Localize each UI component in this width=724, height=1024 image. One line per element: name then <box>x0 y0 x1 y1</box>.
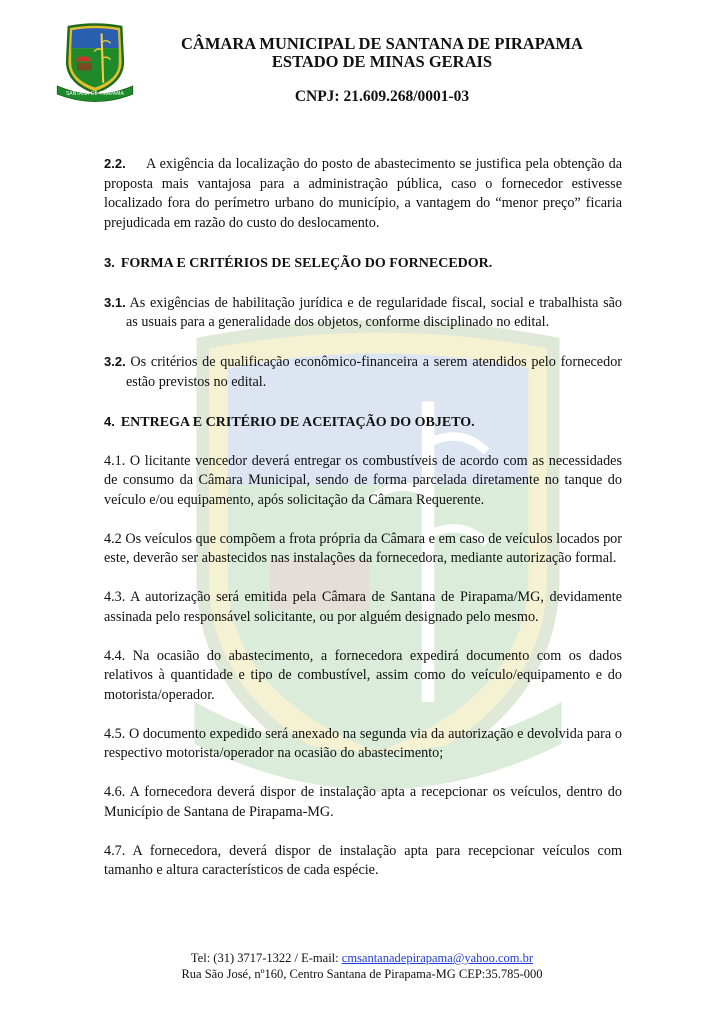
section-number: 3. <box>104 254 115 270</box>
section-number: 4. <box>104 413 115 429</box>
paragraph-4-5: 4.5. O documento expedido será anexado na segunda via da autorização e devolvida para o respectivo motorista/operador na ocasião do abastecimento; <box>104 725 622 761</box>
page-footer <box>0 950 724 982</box>
institution-name: CÂMARA MUNICIPAL DE SANTANA DE PIRAPAMA <box>181 34 583 53</box>
paragraph-4-4: 4.4. Na ocasião do abastecimento, a fornecedora expedirá documento com os dados relativos à quantidade e tipo de combustível, assim como do veículo/equipamento e do motorista/operador. <box>104 647 622 703</box>
footer-phone: Tel: (31) 3717-1322 / E-mail: <box>190 951 342 965</box>
item-number: 3.2. <box>104 354 126 369</box>
paragraph-4-7: 4.7. A fornecedora, deverá dispor de instalação apta para recepcionar veículos com tamanho e altura característicos de cada espécie. <box>104 842 622 878</box>
paragraph-4-2: 4.2 Os veículos que compõem a frota própria da Câmara e em caso de veículos locados por este, deverão ser abastecidos nas instalações da fornecedora, mediante autorização formal. <box>104 530 622 566</box>
paragraph-text: A exigência da localização do posto de abastecimento se justifica pela obtenção da proposta mais vantajosa para a administração pública, caso o fornecedor estivesse localizado fora do perímetro urbano do município, a vantagem do “menor preço” ficaria prejudicada em razão do custo do deslocamento. <box>104 156 622 231</box>
section-title: FORMA E CRITÉRIOS DE SELEÇÃO DO FORNECEDOR. <box>120 255 493 271</box>
section-3-heading <box>104 253 622 274</box>
paragraph-text: Os critérios de qualificação econômico-financeira a serem atendidos pelo fornecedor estão previstos no edital. <box>126 354 623 390</box>
paragraph-4-1: 4.1. O licitante vencedor deverá entregar os combustíveis de acordo com as necessidades de consumo da Câmara Municipal, sendo de forma parcelada diretamente no tanque do veículo e/ou equipamento, após solicitação da Câmara Requerente. <box>104 452 622 508</box>
paragraph-4-6: 4.6. A fornecedora deverá dispor de instalação apta a recepcionar os veículos, dentro do Município de Santana de Pirapama-MG. <box>104 784 622 820</box>
cnpj-number: CNPJ: 21.609.268/0001-03 <box>294 88 470 105</box>
email-link[interactable]: cmsantanadepirapama@yahoo.com.br <box>341 951 534 965</box>
state-name: ESTADO DE MINAS GERAIS <box>271 52 493 71</box>
footer-address: Rua São José, nº160, Centro Santana de Pirapama-MG CEP:35.785-000 <box>181 967 543 981</box>
item-number: 3.1. <box>104 294 126 310</box>
document-body <box>104 154 622 881</box>
footer-contact <box>0 950 724 966</box>
paragraph-2-2 <box>104 154 622 233</box>
paragraph-3-2 <box>104 352 622 392</box>
paragraph-4-3: 4.3. A autorização será emitida pela Câmara de Santana de Pirapama/MG, devidamente assinada pelo responsável solicitante, ou por alguém designado pelo mesmo. <box>104 589 622 625</box>
item-number: 2.2. <box>104 156 126 171</box>
section-4-heading <box>104 412 622 433</box>
paragraph-text: As exigências de habilitação jurídica e de regularidade fiscal, social e trabalhista são as usuais para a generalidade dos objetos, conforme disciplinado no edital. <box>126 294 622 330</box>
logo-ribbon-text: SANTANA DE PIRAPAMA <box>66 90 124 97</box>
paragraph-3-1 <box>104 293 622 333</box>
section-title: ENTREGA E CRITÉRIO DE ACEITAÇÃO DO OBJETO. <box>120 414 475 430</box>
